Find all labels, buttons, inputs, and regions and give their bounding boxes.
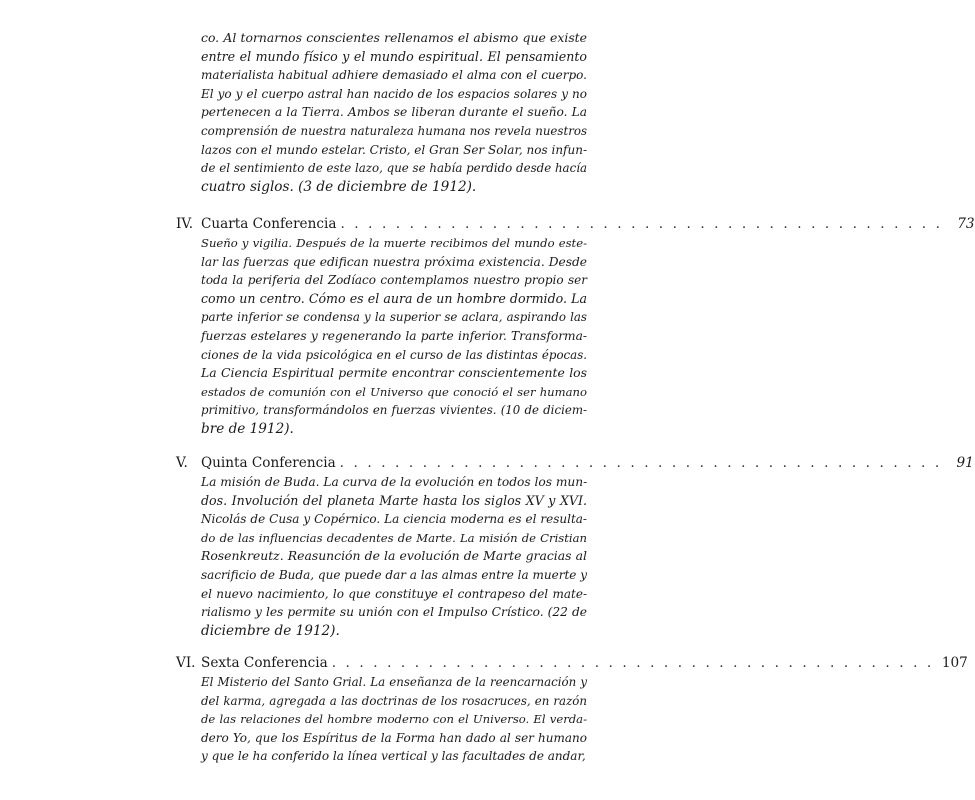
text-line: dos. Involución del planeta Marte hasta los siglos XV y XVI. <box>201 492 587 508</box>
text-line: de las relaciones del hombre moderno con el Universo. El verda- <box>201 712 587 727</box>
entry-summary <box>201 673 587 766</box>
text-line: entre el mundo físico y el mundo espiritual. El pensamiento <box>201 48 587 64</box>
text-line: materialista habitual adhiere demasiado el alma con el cuerpo. <box>201 68 587 83</box>
text-line: como un centro. Cómo es el aura de un hombre dormido. La <box>201 290 587 306</box>
toc-entry-heading <box>176 215 975 234</box>
text-line: primitivo, transformándolos en fuerzas vivientes. (10 de diciem- <box>201 403 587 418</box>
entry-title: Cuarta Conferencia <box>201 216 337 232</box>
text-line: Sueño y vigilia. Después de la muerte recibimos del mundo este- <box>201 236 587 250</box>
toc-entry-heading <box>176 454 974 473</box>
text-line: cuatro siglos. (3 de diciembre de 1912). <box>201 178 477 195</box>
text-line: El yo y el cuerpo astral han nacido de los espacios solares y no <box>201 86 587 101</box>
entry-title: Quinta Conferencia <box>201 455 336 471</box>
text-line: y que le ha conferido la línea vertical y las facultades de andar, <box>201 749 586 764</box>
entry-numeral: IV. <box>176 216 194 232</box>
text-line: de el sentimiento de este lazo, que se había perdido desde hacía <box>201 161 587 176</box>
dot-leader: . . . . . . . . . . . . . . . . . . . . . . . . . . . . . . . . . . . . . . . . . . . . <box>331 655 934 671</box>
entry-numeral: VI. <box>176 655 196 671</box>
text-line: Nicolás de Cusa y Copérnico. La ciencia moderna es el resulta- <box>201 512 587 527</box>
continuation-paragraph <box>201 29 587 196</box>
entry-numeral: V. <box>176 455 188 471</box>
text-line: parte inferior se condensa y la superior se aclara, aspirando las <box>201 310 587 325</box>
text-line: pertenecen a la Tierra. Ambos se liberan durante el sueño. La <box>201 105 587 120</box>
text-line: sacrificio de Buda, que puede dar a las almas entre la muerte y <box>201 567 587 582</box>
text-line: El Misterio del Santo Grial. La enseñanza de la reencarnación y <box>201 675 587 689</box>
text-line: fuerzas estelares y regenerando la parte inferior. Transforma- <box>201 328 587 343</box>
text-line: co. Al tornarnos conscientes rellenamos el abismo que existe <box>201 30 587 45</box>
text-line: ciones de la vida psicológica en el curso de las distintas épocas. <box>201 347 587 362</box>
text-line: toda la periferia del Zodíaco contemplamos nuestro propio ser <box>201 273 587 288</box>
text-line: La Ciencia Espiritual permite encontrar conscientemente los <box>201 365 587 381</box>
dot-leader: . . . . . . . . . . . . . . . . . . . . . . . . . . . . . . . . . . . . . . . . . . . . <box>340 216 943 232</box>
text-line: estados de comunión con el Universo que conoció el ser humano <box>201 384 587 399</box>
text-line: do de las influencias decadentes de Marte. La misión de Cristian <box>201 530 587 545</box>
toc-entry-heading <box>176 654 968 673</box>
text-line: comprensión de nuestra naturaleza humana nos revela nuestros <box>201 123 587 138</box>
text-line: rialismo y les permite su unión con el Impulso Crístico. (22 de <box>201 605 587 620</box>
text-line: el nuevo nacimiento, lo que constituye el contrapeso del mate- <box>201 586 587 601</box>
text-line: del karma, agregada a las doctrinas de los rosacruces, en razón <box>201 693 587 708</box>
entry-summary <box>201 473 587 640</box>
text-line: dero Yo, que los Espíritus de la Forma han dado al ser humano <box>201 730 587 745</box>
text-line: bre de 1912). <box>201 420 294 437</box>
text-line: diciembre de 1912). <box>201 622 340 639</box>
text-line: La misión de Buda. La curva de la evolución en todos los mun- <box>201 475 588 489</box>
dot-leader: . . . . . . . . . . . . . . . . . . . . . . . . . . . . . . . . . . . . . . . . . . . . <box>339 455 942 471</box>
entry-page-number: 91 <box>956 455 974 471</box>
entry-page-number: 73 <box>957 216 975 232</box>
text-line: lazos con el mundo estelar. Cristo, el Gran Ser Solar, nos infun- <box>201 142 587 157</box>
entry-page-number: 107 <box>941 655 968 671</box>
entry-title: Sexta Conferencia <box>201 655 328 671</box>
entry-summary <box>201 234 587 439</box>
text-line: Rosenkreutz. Reasunción de la evolución de Marte gracias al <box>201 548 587 564</box>
text-line: lar las fuerzas que edifican nuestra próxima existencia. Desde <box>201 254 587 269</box>
